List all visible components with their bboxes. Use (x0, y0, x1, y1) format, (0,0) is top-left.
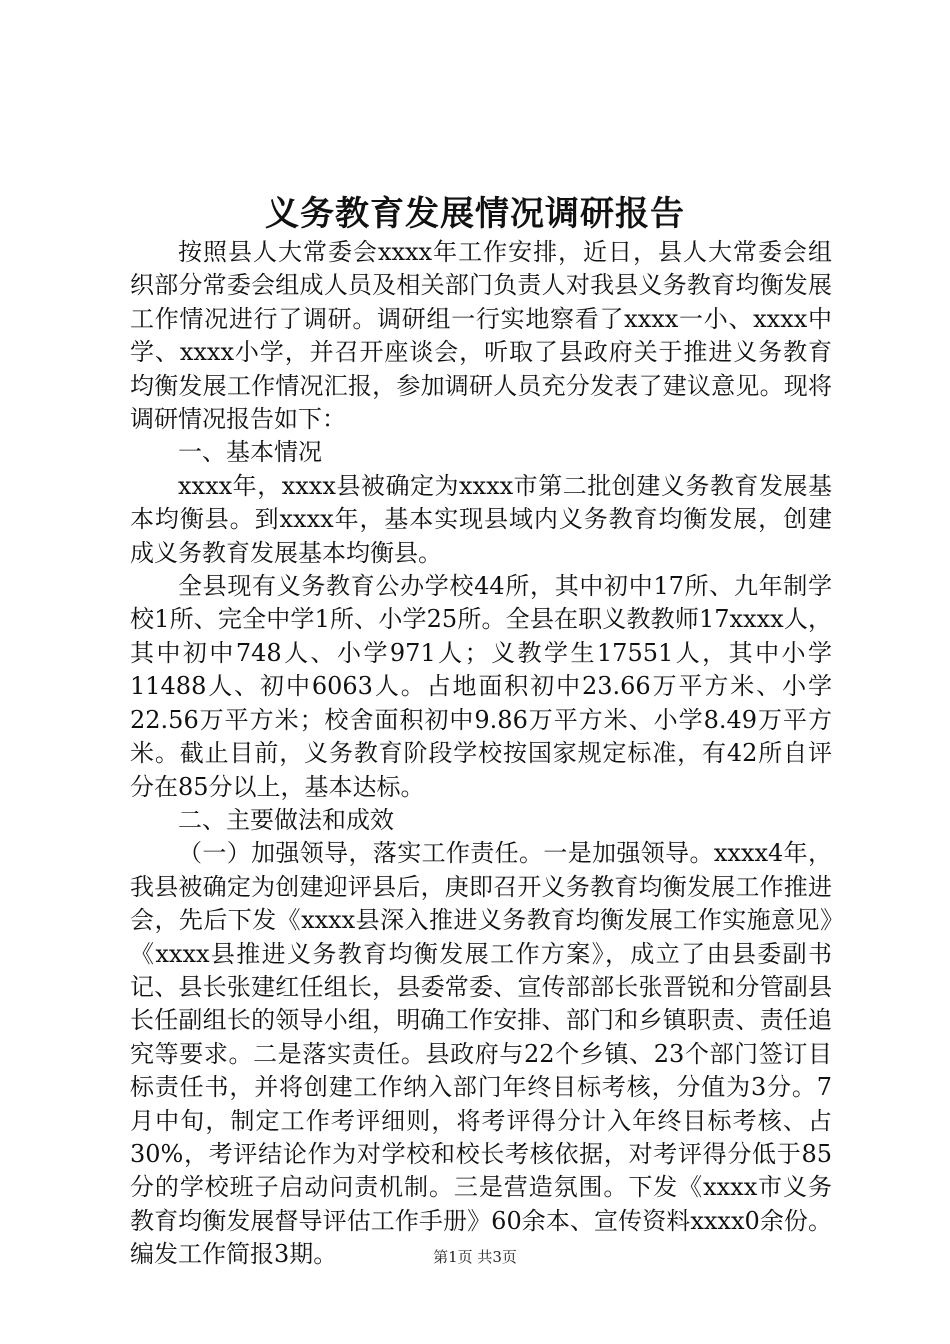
basic-paragraph-1: xxxx年，xxxx县被确定为xxxx市第二批创建义务教育发展基本均衡县。到xxxx年，基本实现县域内义务教育均衡发展，创建成义务教育发展基本均衡县。 (130, 471, 832, 567)
section-heading-measures: 二、主要做法和成效 (178, 805, 394, 834)
document-body (130, 236, 832, 1272)
section-heading-basic: 一、基本情况 (178, 438, 322, 467)
measures-paragraph-1: （一）加强领导，落实工作责任。一是加强领导。xxxx4年，我县被确定为创建迎评县后，庚即召开义务教育均衡发展工作推进会，先后下发《xxxx县深入推进义务教育均衡发展工作实施意见》《xxxx县推进义务教育均衡发展工作方案》，成立了由县委副书记、县长张建红任组长，县委常委、宣传部部长张晋锐和分管副县长任副组长的领导小组，明确工作安排、部门和乡镇职责、责任追究等要求。二是落实责任。县政府与22个乡镇、23个部门签订目标责任书，并将创建工作纳入部门年终目标考核，分值为3分。7月中旬，制定工作考评细则，将考评得分计入年终目标考核、占30%，考评结论作为对学校和校长考核依据，对考评得分低于85分的学校班子启动问责机制。三是营造氛围。下发《xxxx市义务教育均衡发展督导评估工作手册》60余本、宣传资料xxxx0余份。编发工作简报3期。 (130, 839, 832, 1269)
basic-paragraph-2: 全县现有义务教育公办学校44所，其中初中17所、九年制学校1所、完全中学1所、小学25所。全县在职义教教师17xxxx人，其中初中748人、小学971人；义教学生17551人，其中小学11488人、初中6063人。占地面积初中23.66万平方米、小学22.56万平方米；校舍面积初中9.86万平方米、小学8.49万平方米。截止目前，义务教育阶段学校按国家规定标准，有42所自评分在85分以上，基本达标。 (130, 572, 832, 801)
page-footer: 第1页 共3页 (433, 1248, 517, 1266)
intro-paragraph: 按照县人大常委会xxxx年工作安排，近日，县人大常委会组织部分常委会组成人员及相关部门负责人对我县义务教育均衡发展工作情况进行了调研。调研组一行实地察看了xxxx一小、xxxx中学、xxxx小学，并召开座谈会，听取了县政府关于推进义务教育均衡发展工作情况汇报，参加调研人员充分发表了建议意见。现将调研情况报告如下： (130, 238, 832, 434)
document-title: 义务教育发展情况调研报告 (265, 194, 685, 234)
